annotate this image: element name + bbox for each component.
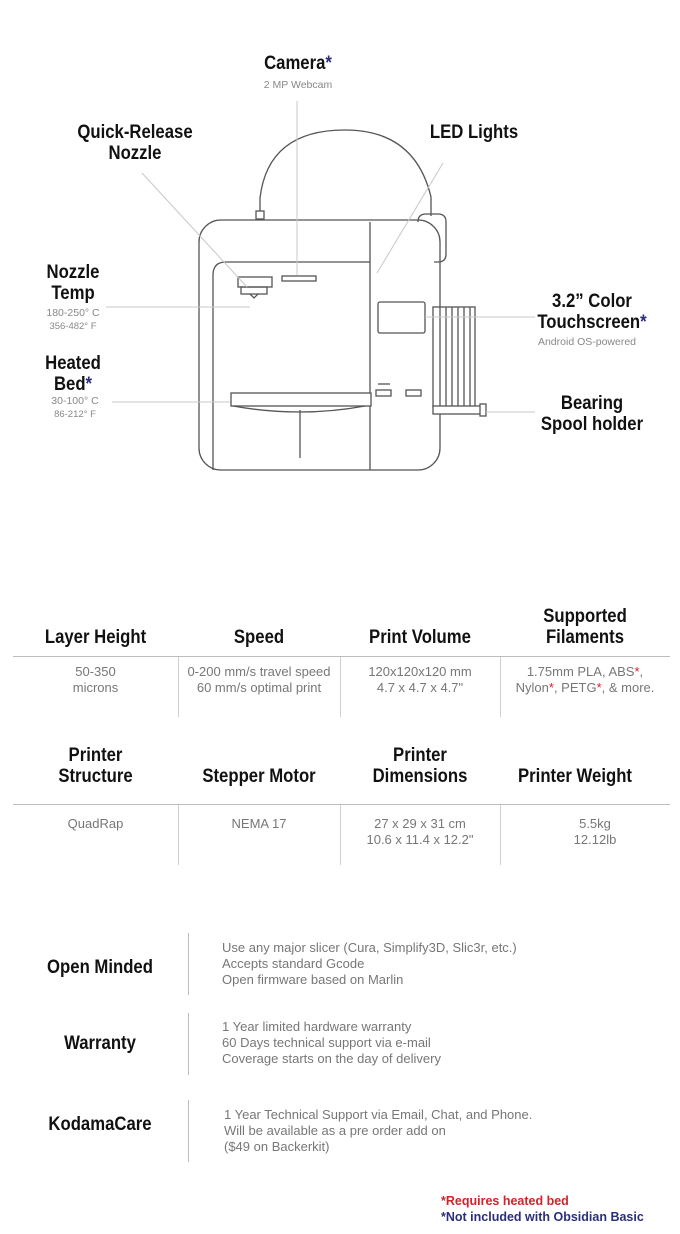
spool-label: Bearing Spool holder (540, 393, 644, 435)
spec-value-layer-height: 50-350 microns (72, 664, 119, 695)
camera-sub: 2 MP Webcam (263, 79, 333, 91)
feature-title-open-minded: Open Minded (47, 957, 153, 978)
spec-header-dimensions: Printer Dimensions (372, 745, 468, 787)
spec-value-weight: 5.5kg 12.12lb (573, 816, 617, 847)
nozzle-temp-label: Nozzle Temp (46, 262, 100, 304)
divider (188, 1100, 189, 1162)
heated-bed-celsius: 30-100° C (51, 395, 99, 407)
feature-text-warranty: 1 Year limited hardware warranty 60 Days technical support via e-mail Coverage starts on the day of delivery (222, 1019, 441, 1066)
nozzle-temp-celsius: 180-250° C (46, 307, 100, 319)
spec-header-filaments: Supported Filaments (543, 606, 627, 648)
footnote-obsidian-basic: *Not included with Obsidian Basic (441, 1210, 644, 1224)
camera-label: Camera* (264, 53, 332, 74)
footnote-heated-bed: *Requires heated bed (441, 1194, 569, 1208)
led-label: LED Lights (429, 122, 519, 143)
spec-value-stepper-motor: NEMA 17 (231, 816, 287, 831)
spec-header-speed: Speed (233, 627, 285, 648)
spec-header-stepper-motor: Stepper Motor (202, 766, 316, 787)
divider (188, 933, 189, 995)
spec-value-filaments: 1.75mm PLA, ABS*, Nylon*, PETG*, & more. (515, 664, 655, 695)
touchscreen-sub: Android OS-powered (537, 336, 637, 348)
spec-value-print-volume: 120x120x120 mm 4.7 x 4.7 x 4.7" (368, 664, 472, 695)
spec-value-speed: 0-200 mm/s travel speed 60 mm/s optimal print (187, 664, 331, 695)
feature-title-warranty: Warranty (64, 1033, 136, 1054)
spec-header-print-volume: Print Volume (369, 627, 471, 648)
spec-header-layer-height: Layer Height (44, 627, 147, 648)
divider (178, 805, 179, 865)
nozzle-temp-fahrenheit: 356-482° F (49, 321, 97, 332)
spec-value-dimensions: 27 x 29 x 31 cm 10.6 x 11.4 x 12.2" (366, 816, 474, 847)
heated-bed-label: Heated Bed* (45, 353, 101, 395)
spec-value-structure: QuadRap (67, 816, 124, 831)
divider (13, 804, 670, 805)
nozzle-label: Quick-Release Nozzle (77, 122, 193, 164)
spec-header-weight: Printer Weight (518, 766, 632, 787)
divider (13, 656, 670, 657)
spec-header-structure: Printer Structure (58, 745, 133, 787)
feature-text-open-minded: Use any major slicer (Cura, Simplify3D, Slic3r, etc.) Accepts standard Gcode Open firmware based on Marlin (222, 940, 517, 987)
divider (188, 1013, 189, 1075)
heated-bed-fahrenheit: 86-212° F (54, 409, 96, 420)
feature-text-kodamacare: 1 Year Technical Support via Email, Chat, and Phone. Will be available as a pre order add on ($49 on Backerkit) (224, 1107, 533, 1154)
feature-title-kodamacare: KodamaCare (48, 1114, 152, 1135)
divider (500, 805, 501, 865)
touchscreen-label: 3.2” Color Touchscreen* (537, 291, 647, 333)
